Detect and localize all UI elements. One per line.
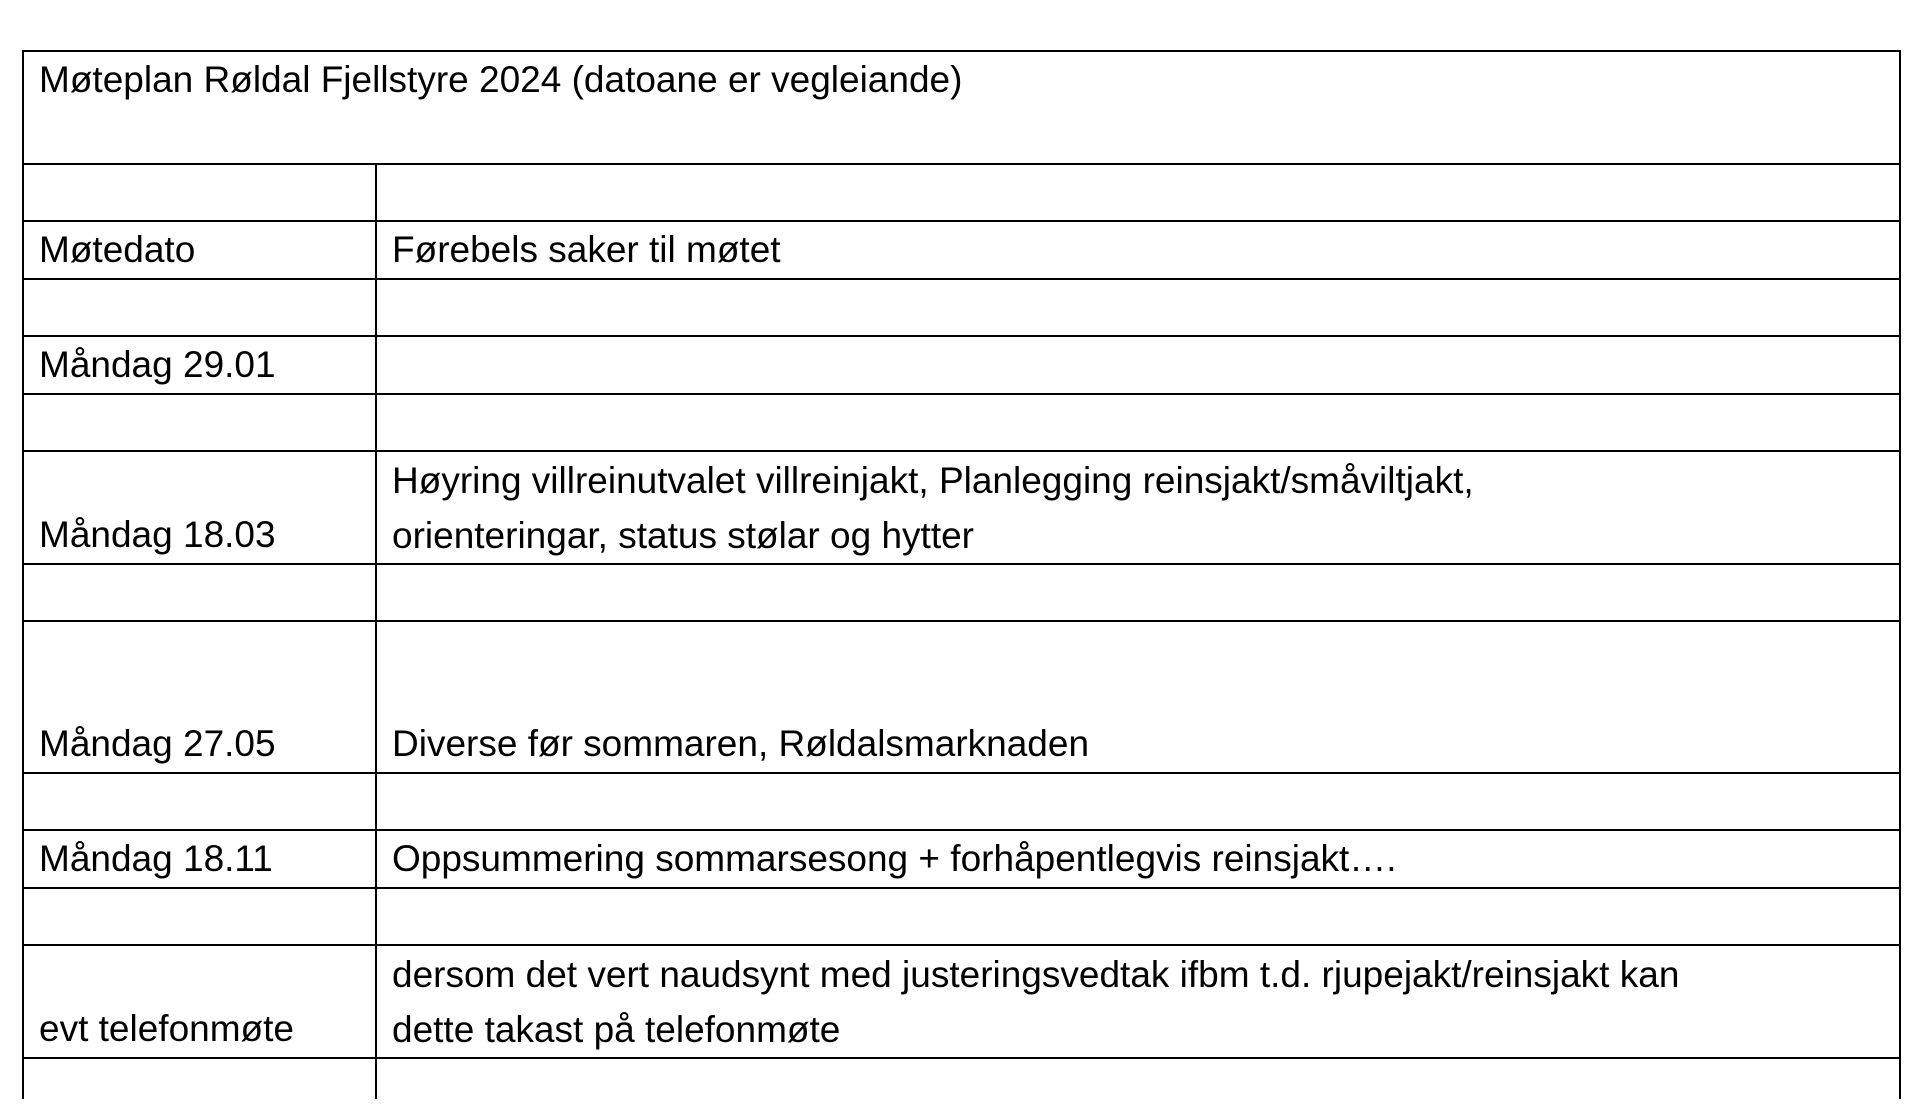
table-row	[23, 336, 1900, 394]
empty-cell	[376, 394, 1900, 451]
table-title: Møteplan Røldal Fjellstyre 2024 (datoane er vegleiande)	[23, 51, 1900, 164]
table-title-row	[23, 51, 1900, 164]
meeting-topics	[376, 945, 1900, 1058]
meeting-topics: Oppsummering sommarsesong + forhåpentlegvis reinsjakt….	[376, 830, 1900, 888]
spacer-row	[23, 1058, 1900, 1099]
meeting-date: evt telefonmøte	[23, 945, 376, 1058]
empty-cell	[23, 164, 376, 221]
meeting-plan-table	[22, 50, 1901, 1099]
table-row	[23, 830, 1900, 888]
meeting-date: Måndag 18.11	[23, 830, 376, 888]
spacer-row	[23, 394, 1900, 451]
meeting-topics	[376, 451, 1900, 564]
empty-cell	[23, 888, 376, 945]
spacer-row	[23, 164, 1900, 221]
meeting-date: Måndag 27.05	[23, 621, 376, 773]
table-row	[23, 621, 1900, 773]
spacer-row	[23, 564, 1900, 621]
topic-line: dersom det vert naudsynt med justeringsvedtak ifbm t.d. rjupejakt/reinsjakt kan	[392, 954, 1680, 995]
column-header-date: Møtedato	[23, 221, 376, 279]
meeting-topics	[376, 336, 1900, 394]
empty-cell	[376, 888, 1900, 945]
topic-line: Høyring villreinutvalet villreinjakt, Planlegging reinsjakt/småviltjakt,	[392, 460, 1474, 501]
empty-cell	[23, 279, 376, 336]
meeting-date: Måndag 18.03	[23, 451, 376, 564]
topic-line: dette takast på telefonmøte	[392, 1009, 841, 1050]
empty-cell	[376, 564, 1900, 621]
empty-cell	[376, 773, 1900, 830]
empty-cell	[23, 1058, 376, 1099]
empty-cell	[376, 164, 1900, 221]
table-row	[23, 945, 1900, 1058]
empty-cell	[23, 394, 376, 451]
column-header-topics: Førebels saker til møtet	[376, 221, 1900, 279]
table-row	[23, 451, 1900, 564]
empty-cell	[23, 564, 376, 621]
empty-cell	[376, 1058, 1900, 1099]
meeting-date: Måndag 29.01	[23, 336, 376, 394]
header-row	[23, 221, 1900, 279]
spacer-row	[23, 888, 1900, 945]
spacer-row	[23, 773, 1900, 830]
empty-cell	[23, 773, 376, 830]
topic-line: orienteringar, status stølar og hytter	[392, 515, 974, 556]
empty-cell	[376, 279, 1900, 336]
meeting-topics: Diverse før sommaren, Røldalsmarknaden	[376, 621, 1900, 773]
spacer-row	[23, 279, 1900, 336]
